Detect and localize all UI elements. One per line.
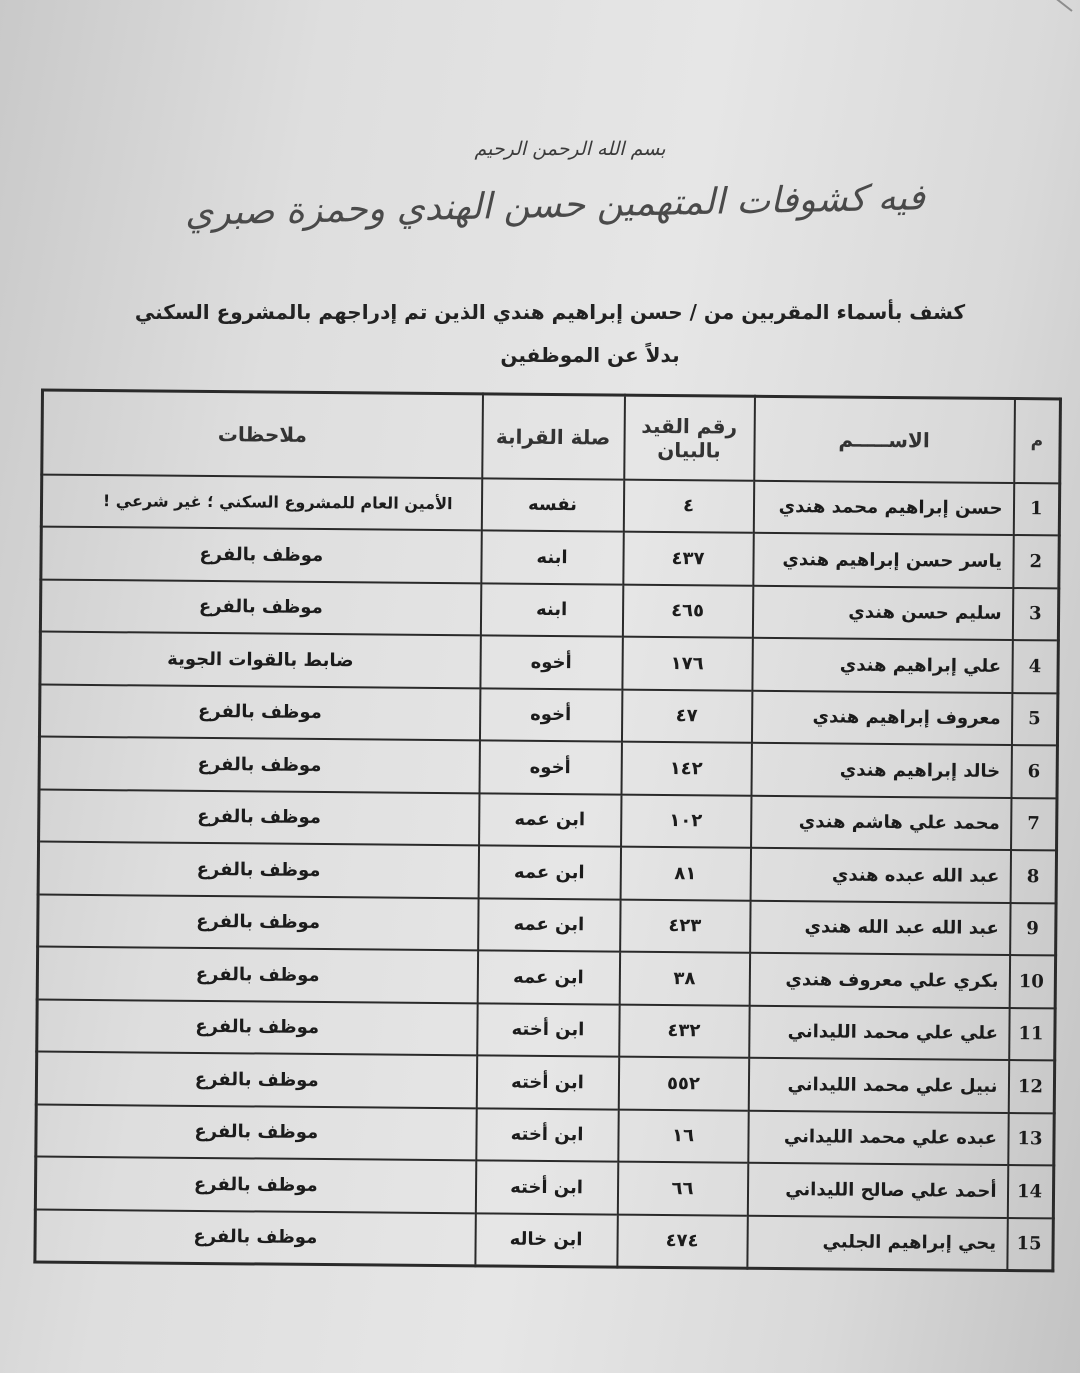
row-registry-number: ٣٨ — [619, 952, 749, 1006]
header-notes: ملاحظات — [42, 390, 483, 478]
header-name: الاســـــم — [754, 396, 1015, 482]
row-registry-number: ٤٣٧ — [623, 532, 753, 586]
row-registry-number: ٤٣٢ — [619, 1004, 749, 1058]
row-number: 11 — [1009, 1008, 1055, 1061]
row-registry-number: ١٧٦ — [622, 637, 752, 691]
row-registry-number: ١٤٢ — [621, 742, 751, 796]
row-relation: ابن أخته — [476, 1055, 618, 1109]
row-number: 8 — [1010, 850, 1056, 903]
row-relation: ابن عمه — [478, 898, 620, 952]
row-number: 12 — [1008, 1060, 1054, 1113]
row-relation: ابنه — [481, 530, 623, 584]
row-number: 14 — [1007, 1165, 1053, 1218]
row-relation: ابن أخته — [476, 1108, 618, 1162]
row-registry-number: ٤٧ — [621, 689, 751, 743]
row-notes: ضابط بالقوات الجوية — [40, 632, 480, 688]
row-notes: موظف بالفرع — [39, 684, 479, 740]
row-notes: موظف بالفرع — [36, 1052, 476, 1108]
row-registry-number: ٤٧٤ — [617, 1214, 747, 1268]
row-name: أحمد علي صالح الليداني — [747, 1163, 1007, 1218]
row-relation: ابنه — [480, 583, 622, 637]
table-row — [37, 947, 1055, 1008]
row-notes: موظف بالفرع — [35, 1157, 475, 1213]
row-name: بكري علي معروف هندي — [749, 953, 1009, 1008]
row-registry-number: ٤ — [623, 479, 753, 533]
row-notes: موظف بالفرع — [39, 737, 479, 793]
row-number: 10 — [1009, 955, 1055, 1008]
row-notes: موظف بالفرع — [41, 527, 481, 583]
row-relation: نفسه — [481, 478, 623, 532]
row-notes: موظف بالفرع — [37, 999, 477, 1055]
row-name: عبد الله عبده هندي — [750, 848, 1010, 903]
row-registry-number: ٥٥٢ — [618, 1057, 748, 1111]
relatives-table — [33, 389, 1062, 1272]
table-row — [41, 527, 1059, 588]
table-row — [39, 789, 1057, 850]
table-row — [36, 1104, 1054, 1165]
row-name: علي إبراهيم هندي — [752, 638, 1012, 693]
table-row — [38, 842, 1056, 903]
row-number: 3 — [1012, 588, 1058, 641]
row-relation: ابن عمه — [479, 793, 621, 847]
row-relation: ابن خاله — [475, 1213, 617, 1267]
row-notes: الأمين العام للمشروع السكني ؛ غير شرعي ! — [41, 474, 481, 530]
row-relation: أخوه — [479, 688, 621, 742]
table-row — [38, 894, 1056, 955]
row-name: ياسر حسن إبراهيم هندي — [753, 533, 1013, 588]
header-registry-number: رقم القيد بالبيان — [624, 395, 755, 480]
row-name: محمد علي هاشم هندي — [751, 795, 1011, 850]
header-number: م — [1014, 399, 1061, 483]
document-heading-line-2: بدلاً عن الموظفين — [500, 343, 680, 367]
table-header-row — [42, 390, 1061, 483]
row-name: حسن إبراهيم محمد هندي — [753, 480, 1013, 535]
row-relation: أخوه — [480, 635, 622, 689]
row-relation: ابن عمه — [477, 950, 619, 1004]
row-relation: أخوه — [479, 740, 621, 794]
row-name: نبيل علي محمد الليداني — [748, 1058, 1008, 1113]
table-row — [41, 474, 1059, 535]
table-row — [40, 632, 1058, 693]
row-name: علي علي محمد الليداني — [749, 1005, 1009, 1060]
row-number: 6 — [1011, 745, 1057, 798]
row-notes: موظف بالفرع — [38, 842, 478, 898]
row-notes: موظف بالفرع — [36, 1104, 476, 1160]
table-row — [36, 1052, 1054, 1113]
table-row — [35, 1209, 1053, 1270]
table-row — [37, 999, 1055, 1060]
handwritten-title: فيه كشوفات المتهمين حسن الهندي وحمزة صبري — [184, 177, 926, 234]
row-name: سليم حسن هندي — [752, 585, 1012, 640]
row-name: خالد إبراهيم هندي — [751, 743, 1011, 798]
row-relation: ابن عمه — [478, 845, 620, 899]
table-row — [40, 579, 1058, 640]
table-row — [39, 684, 1057, 745]
row-relation: ابن أخته — [475, 1160, 617, 1214]
row-registry-number: ٤٦٥ — [622, 584, 752, 638]
row-number: 2 — [1013, 535, 1059, 588]
document-heading-line-1: كشف بأسماء المقربين من / حسن إبراهيم هندي الذين تم إدراجهم بالمشروع السكني — [134, 300, 966, 324]
row-number: 7 — [1011, 798, 1057, 851]
table-row — [35, 1157, 1053, 1218]
table-row — [39, 737, 1057, 798]
row-registry-number: ٦٦ — [617, 1162, 747, 1216]
row-notes: موظف بالفرع — [35, 1209, 475, 1265]
basmala: بسم الله الرحمن الرحيم — [474, 138, 666, 160]
row-name: معروف إبراهيم هندي — [751, 690, 1011, 745]
paper-fold-mark — [1008, 0, 1072, 12]
row-registry-number: ١٠٢ — [621, 794, 751, 848]
row-notes: موظف بالفرع — [37, 947, 477, 1003]
row-number: 5 — [1011, 693, 1057, 746]
row-notes: موظف بالفرع — [39, 789, 479, 845]
row-registry-number: ١٦ — [618, 1109, 748, 1163]
header-relation: صلة القرابة — [482, 394, 625, 479]
row-registry-number: ٨١ — [620, 847, 750, 901]
row-registry-number: ٤٢٣ — [620, 899, 750, 953]
row-notes: موظف بالفرع — [40, 579, 480, 635]
row-number: 9 — [1010, 903, 1056, 956]
row-name: عبده علي محمد الليداني — [748, 1110, 1008, 1165]
row-notes: موظف بالفرع — [38, 894, 478, 950]
row-name: عبد الله عبد الله هندي — [750, 900, 1010, 955]
row-number: 13 — [1008, 1113, 1054, 1166]
row-number: 15 — [1007, 1218, 1053, 1271]
row-number: 4 — [1012, 640, 1058, 693]
row-relation: ابن أخته — [477, 1003, 619, 1057]
row-number: 1 — [1013, 483, 1059, 536]
row-name: يحي إبراهيم الجلبي — [747, 1215, 1007, 1270]
